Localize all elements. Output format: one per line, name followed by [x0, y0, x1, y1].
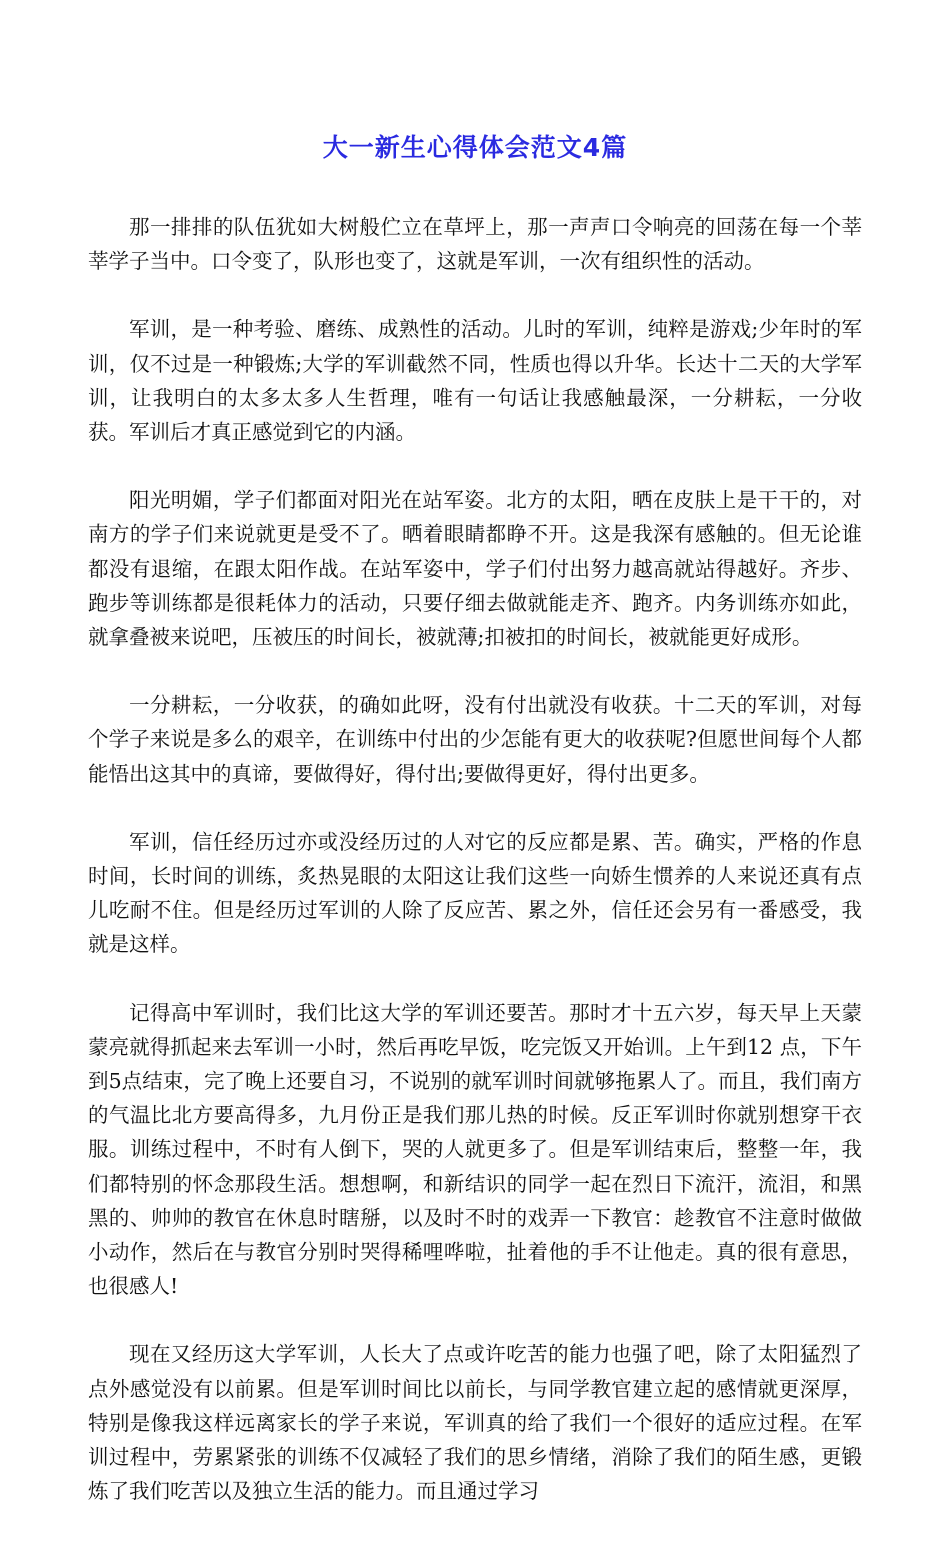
- paragraph-4: 一分耕耘，一分收获，的确如此呀，没有付出就没有收获。十二天的军训，对每个学子来说是多么的艰辛，在训练中付出的少怎能有更大的收获呢?但愿世间每个人都能悟出这其中的真谛，要做得好，得付出;要做得更好，得付出更多。: [88, 693, 862, 786]
- document-page: [88, 128, 862, 1543]
- paragraph-2: 军训，是一种考验、磨练、成熟性的活动。儿时的军训，纯粹是游戏;少年时的军训，仅不过是一种锻炼;大学的军训截然不同，性质也得以升华。长达十二天的大学军训，让我明白的太多太多人生哲理，唯有一句话让我感触最深，一分耕耘，一分收获。军训后才真正感觉到它的内涵。: [88, 317, 862, 445]
- paragraph-3: 阳光明媚，学子们都面对阳光在站军姿。北方的太阳，晒在皮肤上是干干的，对南方的学子们来说就更是受不了。晒着眼睛都睁不开。这是我深有感触的。但无论谁都没有退缩，在跟太阳作战。在站军姿中，学子们付出努力越高就站得越好。齐步、跑步等训练都是很耗体力的活动，只要仔细去做就能走齐、跑齐。内务训练亦如此，就拿叠被来说吧，压被压的时间长，被就薄;扣被扣的时间长，被就能更好成形。: [88, 488, 862, 650]
- paragraph-1: 那一排排的队伍犹如大树般伫立在草坪上，那一声声口令响亮的回荡在每一个莘莘学子当中。口令变了，队形也变了，这就是军训，一次有组织性的活动。: [88, 215, 862, 274]
- paragraph-6: 记得高中军训时，我们比这大学的军训还要苦。那时才十五六岁，每天早上天蒙蒙亮就得抓起来去军训一小时，然后再吃早饭，吃完饭又开始训。上午到12 点，下午到5点结束，完了晚上还要自习，不说别的就军训时间就够拖累人了。而且，我们南方的气温比北方要高得多，九月份正是我们那儿热的时候。反正军训时你就别想穿干衣服。训练过程中，不时有人倒下，哭的人就更多了。但是军训结束后，整整一年，我们都特别的怀念那段生活。想想啊，和新结识的同学一起在烈日下流汗，流泪，和黑黑的、帅帅的教官在休息时瞎掰，以及时不时的戏弄一下教官：趁教官不注意时做做小动作，然后在与教官分别时哭得稀哩哗啦，扯着他的手不让他走。真的很有意思，也很感人!: [88, 1000, 862, 1299]
- paragraph-5: 军训，信任经历过亦或没经历过的人对它的反应都是累、苦。确实，严格的作息时间，长时间的训练，炙热晃眼的太阳这让我们这些一向娇生惯养的人来说还真有点儿吃耐不住。但是经历过军训的人除了反应苦、累之外，信任还会另有一番感受，我就是这样。: [88, 829, 862, 957]
- document-title: 大一新生心得体会范文4篇: [322, 133, 628, 162]
- paragraph-7: 现在又经历这大学军训，人长大了点或许吃苦的能力也强了吧，除了太阳猛烈了点外感觉没有以前累。但是军训时间比以前长，与同学教官建立起的感情就更深厚，特别是像我这样远离家长的学子来说，军训真的给了我们一个很好的适应过程。在军训过程中，劳累紧张的训练不仅减轻了我们的思乡情绪，消除了我们的陌生感，更锻炼了我们吃苦以及独立生活的能力。而且通过学习: [88, 1342, 862, 1504]
